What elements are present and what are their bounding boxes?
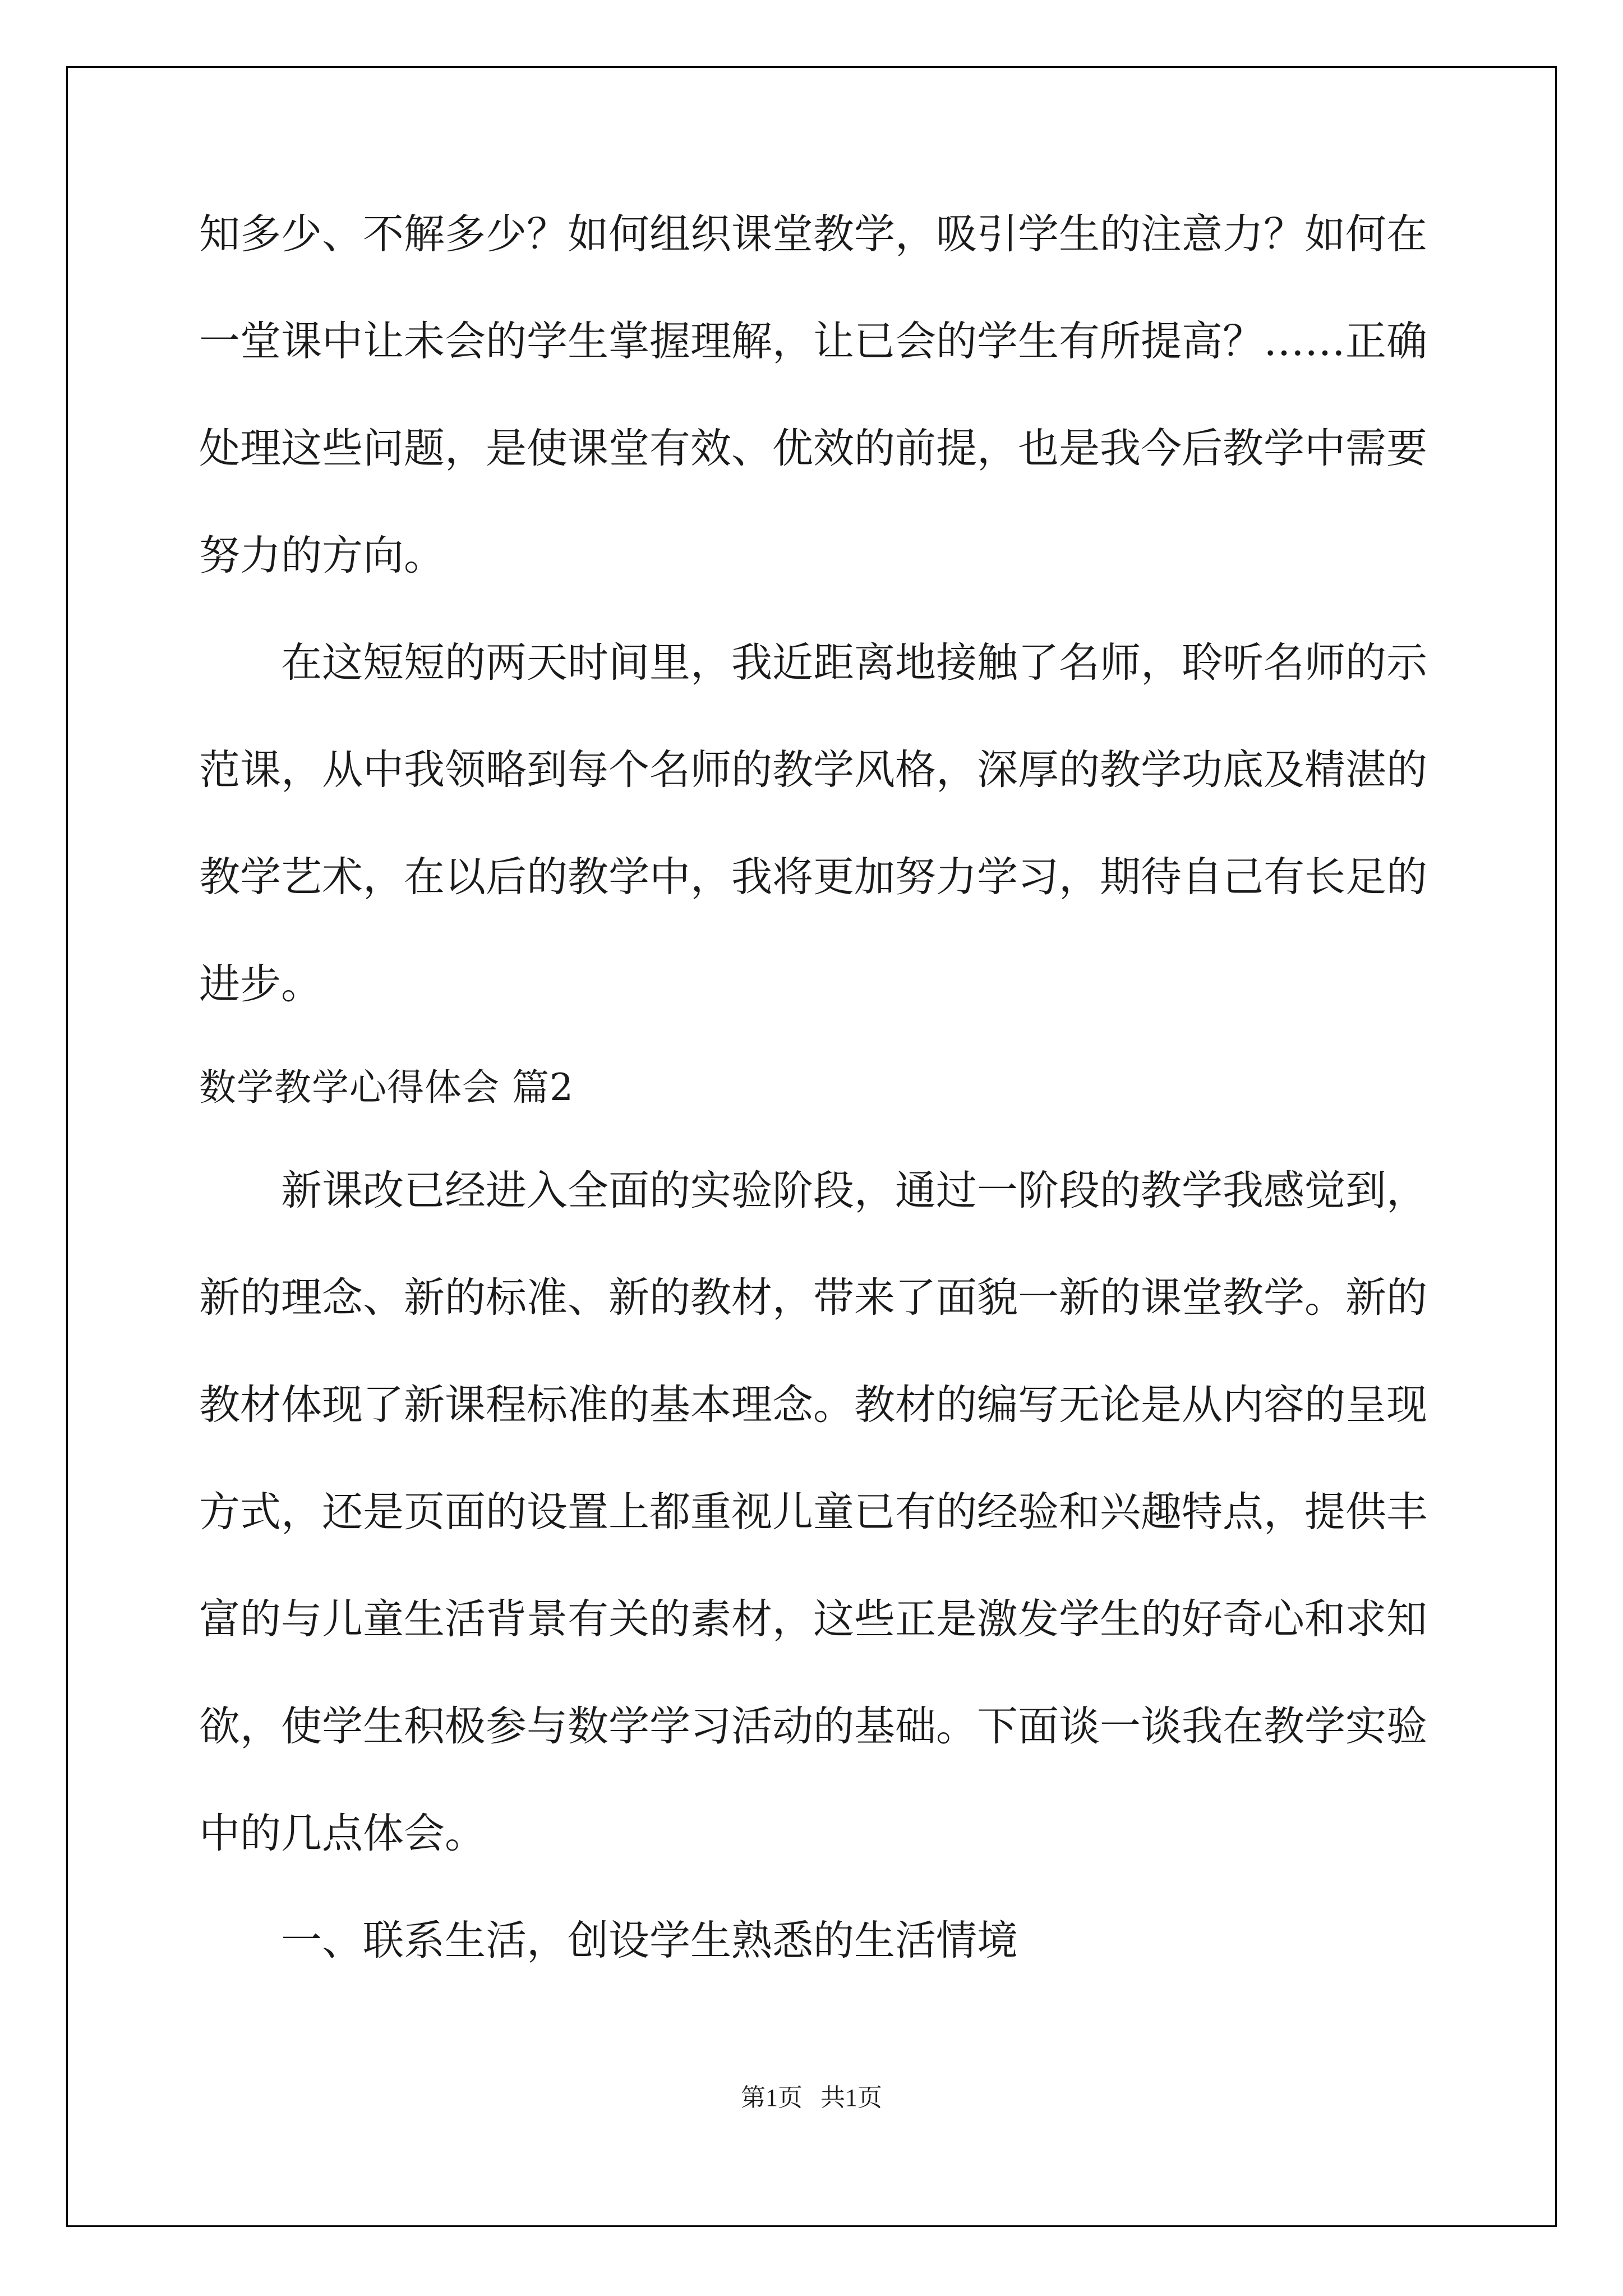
- text-line: 知多少、不解多少？如何组织课堂教学，吸引学生的注意力？如何在: [199, 210, 1427, 258]
- text-line: 教学艺术，在以后的教学中，我将更加努力学习，期待自己有长足的: [199, 853, 1427, 901]
- page-footer: [0, 2082, 1623, 2114]
- text-line: 在这短短的两天时间里，我近距离地接触了名师，聆听名师的示: [281, 639, 1427, 687]
- text-line: 处理这些问题，是使课堂有效、优效的前提，也是我今后教学中需要: [199, 425, 1427, 472]
- text-line: 努力的方向。: [199, 532, 445, 579]
- text-line: 富的与儿童生活背景有关的素材，这些正是激发学生的好奇心和求知: [199, 1595, 1427, 1643]
- text-line: 方式，还是页面的设置上都重视儿童已有的经验和兴趣特点，提供丰: [199, 1488, 1427, 1536]
- text-line: 新的理念、新的标准、新的教材，带来了面貌一新的课堂教学。新的: [199, 1274, 1427, 1322]
- text-line: 教材体现了新课程标准的基本理念。教材的编写无论是从内容的呈现: [199, 1381, 1427, 1429]
- text-line: 欲，使学生积极参与数学学习活动的基础。下面谈一谈我在教学实验: [199, 1703, 1427, 1750]
- document-body: [199, 208, 1438, 1968]
- text-line: 新课改已经进入全面的实验阶段，通过一阶段的教学我感觉到，: [281, 1167, 1427, 1214]
- page-total: 共1页: [820, 2084, 882, 2111]
- text-line: 中的几点体会。: [199, 1810, 486, 1857]
- page-number: 第1页: [741, 2084, 803, 2111]
- text-line: 一堂课中让未会的学生掌握理解，让已会的学生有所提高？……正确: [199, 318, 1427, 365]
- text-line: 进步。: [199, 960, 322, 1008]
- text-line: 范课，从中我领略到每个名师的教学风格，深厚的教学功底及精湛的: [199, 746, 1427, 794]
- subsection-heading: 一、联系生活，创设学生熟悉的生活情境: [281, 1917, 1018, 1964]
- section-heading: 数学教学心得体会 篇2: [199, 1066, 574, 1109]
